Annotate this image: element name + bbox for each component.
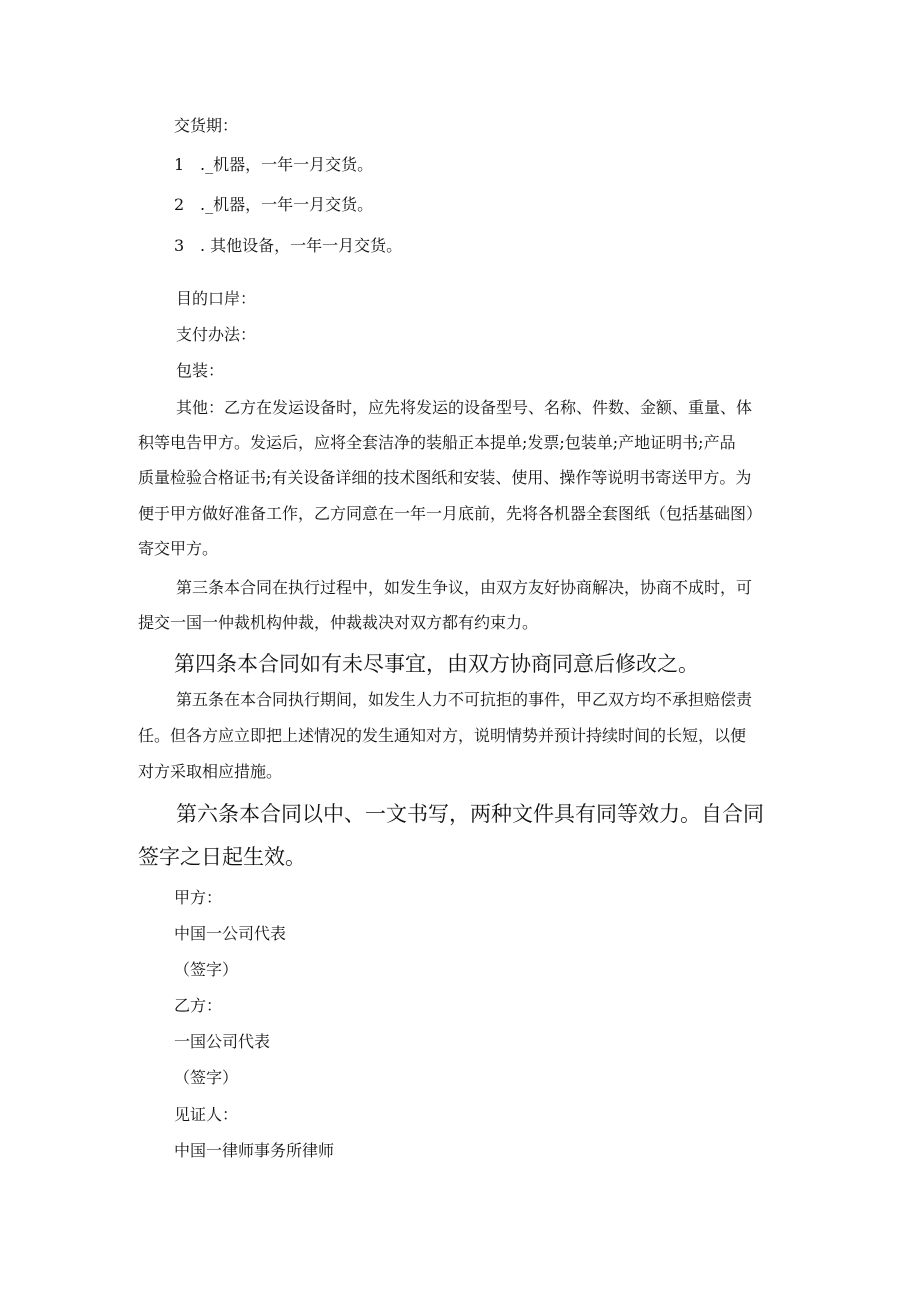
article5-line: 对方采取相应措施。 — [138, 762, 283, 781]
delivery-item-number: 2 — [174, 195, 185, 214]
party-a-signature: （签字） — [174, 960, 239, 979]
delivery-item — [174, 195, 373, 215]
delivery-heading: 交货期： — [174, 116, 239, 135]
delivery-item-text: ._机器，一年一月交货。 — [200, 195, 374, 214]
article5-line: 第五条在本合同执行期间，如发生人力不可抗拒的事件，甲乙双方均不承担赔偿责 — [176, 690, 753, 709]
delivery-item-number: 3 — [174, 236, 185, 255]
other-clause-line: 其他：乙方在发运设备时，应先将发运的设备型号、名称、件数、金额、重量、体 — [176, 398, 753, 417]
other-clause-line: 积等电告甲方。发运后，应将全套洁净的装船正本提单;发票;包装单;产地证明书;产品 — [138, 433, 736, 452]
article3-line: 提交一国一仲裁机构仲裁，仲裁裁决对双方都有约束力。 — [138, 613, 539, 632]
packaging: 包装： — [176, 361, 225, 380]
delivery-item-number: 1 — [174, 155, 185, 174]
witness-name: 中国一律师事务所律师 — [174, 1141, 335, 1160]
article4: 第四条本合同如有未尽事宜，由双方协商同意后修改之。 — [174, 652, 699, 676]
article6-line: 签字之日起生效。 — [138, 845, 306, 869]
article5-line: 任。但各方应立即把上述情况的发生通知对方，说明情势并预计持续时间的长短，以便 — [138, 726, 747, 745]
delivery-item — [174, 236, 402, 256]
payment-method: 支付办法： — [176, 325, 257, 344]
destination-port: 目的口岸： — [176, 289, 257, 308]
delivery-item-text: . 其他设备，一年一月交货。 — [200, 236, 403, 255]
other-clause-line: 便于甲方做好准备工作，乙方同意在一年一月底前，先将各机器全套图纸（包括基础图） — [138, 504, 763, 523]
party-a-representative: 中国一公司代表 — [174, 924, 287, 943]
delivery-item — [174, 155, 373, 175]
witness-label: 见证人： — [174, 1105, 239, 1124]
delivery-item-text: ._机器，一年一月交货。 — [200, 155, 374, 174]
other-clause-line: 质量检验合格证书;有关设备详细的技术图纸和安装、使用、操作等说明书寄送甲方。为 — [138, 468, 752, 487]
party-b-label: 乙方： — [174, 996, 223, 1015]
article3-line: 第三条本合同在执行过程中，如发生争议，由双方友好协商解决，协商不成时，可 — [176, 578, 753, 597]
article6-line: 第六条本合同以中、一文书写，两种文件具有同等效力。自合同 — [176, 802, 764, 826]
other-clause-line: 寄交甲方。 — [138, 539, 219, 558]
party-a-label: 甲方： — [174, 888, 223, 907]
party-b-signature: （签字） — [174, 1068, 239, 1087]
party-b-representative: 一国公司代表 — [174, 1032, 271, 1051]
